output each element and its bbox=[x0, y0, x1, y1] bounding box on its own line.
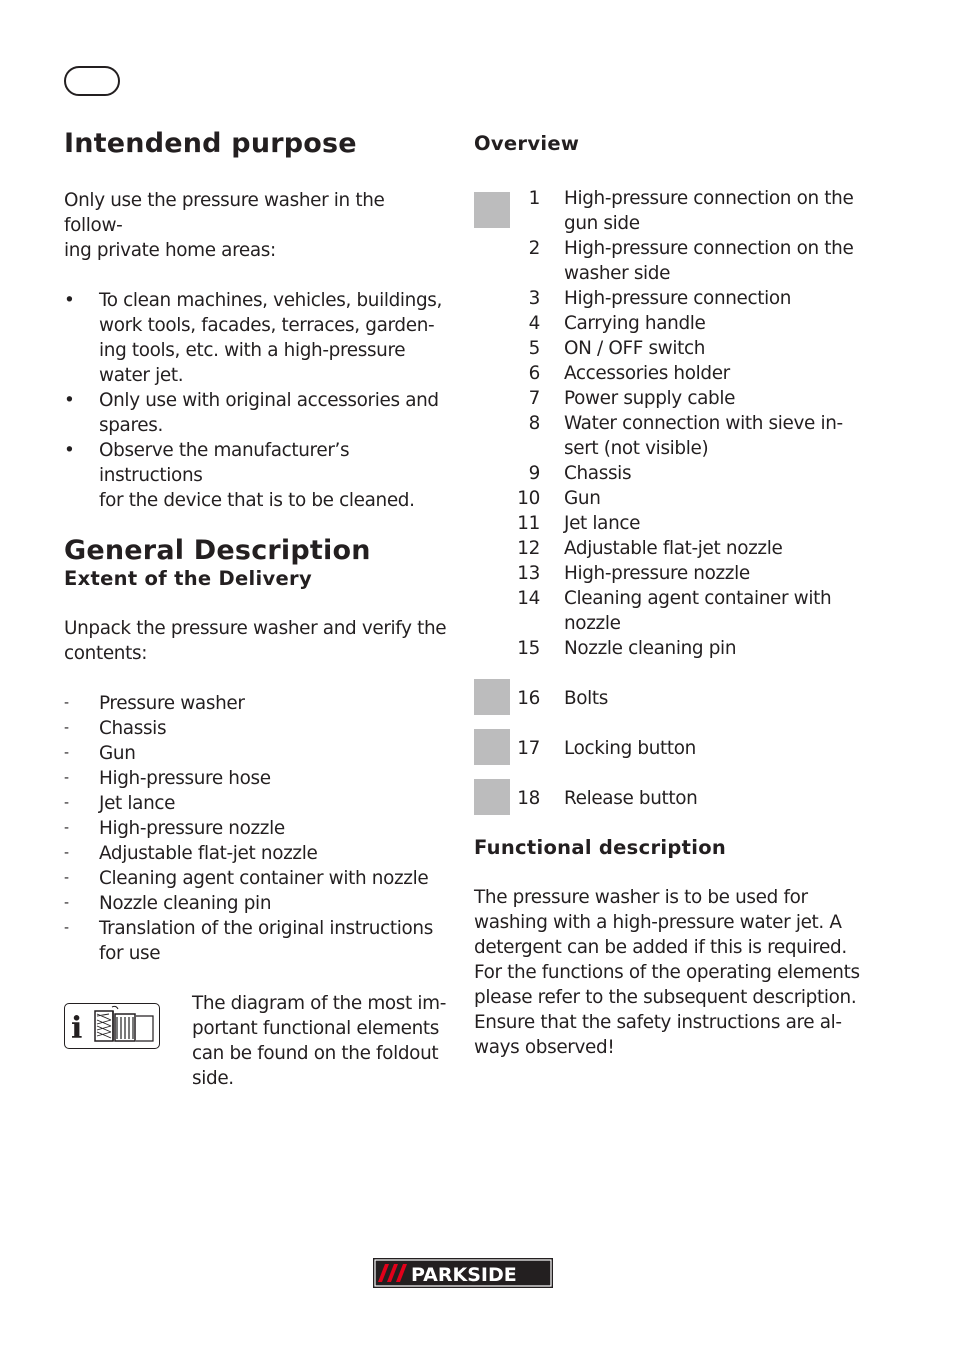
bullet-line: Only use with original accessories and bbox=[99, 390, 439, 411]
overview-item bbox=[474, 361, 864, 386]
info-block bbox=[64, 991, 448, 1091]
item-number: 13 bbox=[517, 563, 540, 584]
delivery-line: for use bbox=[99, 943, 161, 964]
item-label: Adjustable flat-jet nozzle bbox=[564, 538, 783, 559]
delivery-line: High-pressure hose bbox=[99, 768, 271, 789]
item-label: Nozzle cleaning pin bbox=[564, 638, 737, 659]
item-number: 10 bbox=[517, 488, 540, 509]
functional-description-heading: Functional description bbox=[474, 836, 727, 859]
general-description-heading: General Description bbox=[64, 535, 371, 566]
overview-extra-list bbox=[474, 686, 864, 811]
bullet-item bbox=[64, 438, 448, 513]
item-number: 3 bbox=[528, 288, 540, 309]
delivery-line: Adjustable flat-jet nozzle bbox=[99, 843, 318, 864]
item-number: 12 bbox=[517, 538, 540, 559]
item-number: 18 bbox=[517, 788, 540, 809]
delivery-line: Chassis bbox=[99, 718, 167, 739]
bullet-line: spares. bbox=[99, 415, 163, 436]
intro-line: ing private home areas: bbox=[64, 240, 276, 261]
info-foldout-icon bbox=[64, 1003, 160, 1049]
item-number: 15 bbox=[517, 638, 540, 659]
right-column bbox=[474, 124, 864, 1060]
overview-item bbox=[474, 311, 864, 336]
left-column bbox=[64, 124, 448, 1091]
item-label: High-pressure connection on the bbox=[564, 238, 854, 259]
item-label: nozzle bbox=[564, 613, 621, 634]
bullet-mark: • bbox=[64, 390, 75, 411]
dash-mark: - bbox=[64, 770, 69, 786]
delivery-item bbox=[64, 841, 448, 866]
item-label: washer side bbox=[564, 263, 671, 284]
dash-mark: - bbox=[64, 920, 69, 936]
delivery-line: Cleaning agent container with nozzle bbox=[99, 868, 429, 889]
item-label: Release button bbox=[564, 788, 698, 809]
extent-of-delivery-heading: Extent of the Delivery bbox=[64, 567, 312, 590]
item-label: Chassis bbox=[564, 463, 632, 484]
item-label: High-pressure connection bbox=[564, 288, 792, 309]
overview-item bbox=[474, 636, 864, 661]
language-badge bbox=[64, 66, 120, 96]
bullet-line: ing tools, etc. with a high-pressure bbox=[99, 340, 406, 361]
delivery-line: High-pressure nozzle bbox=[99, 818, 285, 839]
item-number: 17 bbox=[517, 738, 540, 759]
delivery-item bbox=[64, 691, 448, 716]
delivery-line: Jet lance bbox=[99, 793, 176, 814]
delivery-item bbox=[64, 866, 448, 891]
item-number: 11 bbox=[517, 513, 540, 534]
info-line: can be found on the foldout bbox=[192, 1043, 439, 1064]
item-label: Carrying handle bbox=[564, 313, 706, 334]
item-number: 16 bbox=[517, 688, 540, 709]
dash-mark: - bbox=[64, 695, 69, 711]
functional-line: The pressure washer is to be used for bbox=[474, 887, 808, 908]
delivery-list bbox=[64, 691, 448, 966]
bullet-line: To clean machines, vehicles, buildings, bbox=[99, 290, 443, 311]
overview-item bbox=[474, 511, 864, 536]
item-number: 7 bbox=[528, 388, 540, 409]
dash-mark: - bbox=[64, 795, 69, 811]
dash-mark: - bbox=[64, 745, 69, 761]
overview-list bbox=[474, 186, 864, 661]
functional-line: please refer to the subsequent description. bbox=[474, 987, 857, 1008]
item-label: ON / OFF switch bbox=[564, 338, 706, 359]
dash-mark: - bbox=[64, 870, 69, 886]
bullet-line: Observe the manufacturer’s instructions bbox=[99, 440, 350, 486]
overview-item bbox=[474, 386, 864, 411]
info-line: side. bbox=[192, 1068, 234, 1089]
bullet-line: for the device that is to be cleaned. bbox=[99, 490, 415, 511]
info-line: portant functional elements bbox=[192, 1018, 439, 1039]
bullet-item bbox=[64, 388, 448, 438]
delivery-item bbox=[64, 791, 448, 816]
dash-mark: - bbox=[64, 895, 69, 911]
item-number: 2 bbox=[528, 238, 540, 259]
item-number: 6 bbox=[528, 363, 540, 384]
info-foldout-icon-graphic bbox=[65, 1004, 158, 1047]
item-label: Bolts bbox=[564, 688, 609, 709]
functional-description-text bbox=[474, 885, 864, 1060]
intro-line: contents: bbox=[64, 643, 148, 664]
item-number: 4 bbox=[528, 313, 540, 334]
item-number: 5 bbox=[528, 338, 540, 359]
item-label: Power supply cable bbox=[564, 388, 736, 409]
functional-line: Ensure that the safety instructions are al- bbox=[474, 1012, 842, 1033]
item-label: gun side bbox=[564, 213, 640, 234]
overview-item bbox=[474, 486, 864, 511]
delivery-line: Gun bbox=[99, 743, 136, 764]
overview-item bbox=[474, 586, 864, 636]
parkside-logo bbox=[373, 1258, 553, 1288]
delivery-item bbox=[64, 891, 448, 916]
item-number: 1 bbox=[528, 188, 540, 209]
bullet-item bbox=[64, 288, 448, 388]
dash-mark: - bbox=[64, 820, 69, 836]
delivery-item bbox=[64, 816, 448, 841]
overview-item bbox=[474, 286, 864, 311]
item-label: High-pressure nozzle bbox=[564, 563, 750, 584]
item-label: Jet lance bbox=[564, 513, 641, 534]
delivery-line: Translation of the original instructions bbox=[99, 918, 433, 939]
delivery-line: Pressure washer bbox=[99, 693, 245, 714]
dash-mark: - bbox=[64, 720, 69, 736]
intro-line: Unpack the pressure washer and verify the bbox=[64, 618, 447, 639]
info-text bbox=[192, 991, 454, 1091]
delivery-item bbox=[64, 716, 448, 741]
delivery-item bbox=[64, 766, 448, 791]
item-number: 9 bbox=[528, 463, 540, 484]
overview-item bbox=[474, 186, 864, 236]
bullet-line: water jet. bbox=[99, 365, 184, 386]
purpose-bullet-list bbox=[64, 288, 448, 513]
item-number: 14 bbox=[517, 588, 540, 609]
item-label: Water connection with sieve in- bbox=[564, 413, 843, 434]
item-label: High-pressure connection on the bbox=[564, 188, 854, 209]
item-label: Gun bbox=[564, 488, 601, 509]
functional-line: washing with a high-pressure water jet. A bbox=[474, 912, 842, 933]
item-label: sert (not visible) bbox=[564, 438, 709, 459]
item-label: Cleaning agent container with bbox=[564, 588, 832, 609]
overview-item bbox=[474, 411, 864, 461]
functional-line: For the functions of the operating elements bbox=[474, 962, 860, 983]
overview-item bbox=[474, 461, 864, 486]
bullet-line: work tools, facades, terraces, garden- bbox=[99, 315, 435, 336]
intended-purpose-heading: Intendend purpose bbox=[64, 128, 357, 159]
functional-line: ways observed! bbox=[474, 1037, 615, 1058]
intro-line: Only use the pressure washer in the follow- bbox=[64, 190, 385, 236]
overview-extra-item bbox=[474, 786, 864, 811]
overview-extra-item bbox=[474, 686, 864, 736]
item-label: Locking button bbox=[564, 738, 696, 759]
functional-line: detergent can be added if this is required. bbox=[474, 937, 847, 958]
overview-extra-item bbox=[474, 736, 864, 786]
delivery-item bbox=[64, 741, 448, 766]
item-number: 8 bbox=[528, 413, 540, 434]
dash-mark: - bbox=[64, 845, 69, 861]
overview-item bbox=[474, 561, 864, 586]
overview-item bbox=[474, 236, 864, 286]
bullet-mark: • bbox=[64, 290, 75, 311]
intended-intro bbox=[64, 188, 448, 263]
overview-item bbox=[474, 336, 864, 361]
svg-text:i: i bbox=[71, 1011, 83, 1046]
overview-item bbox=[474, 536, 864, 561]
bullet-mark: • bbox=[64, 440, 75, 461]
delivery-intro bbox=[64, 616, 448, 666]
item-label: Accessories holder bbox=[564, 363, 730, 384]
delivery-line: Nozzle cleaning pin bbox=[99, 893, 272, 914]
logo-text: PARKSIDE bbox=[411, 1264, 517, 1286]
delivery-item bbox=[64, 916, 448, 966]
overview-heading: Overview bbox=[474, 132, 580, 155]
info-line: The diagram of the most im- bbox=[192, 993, 446, 1014]
